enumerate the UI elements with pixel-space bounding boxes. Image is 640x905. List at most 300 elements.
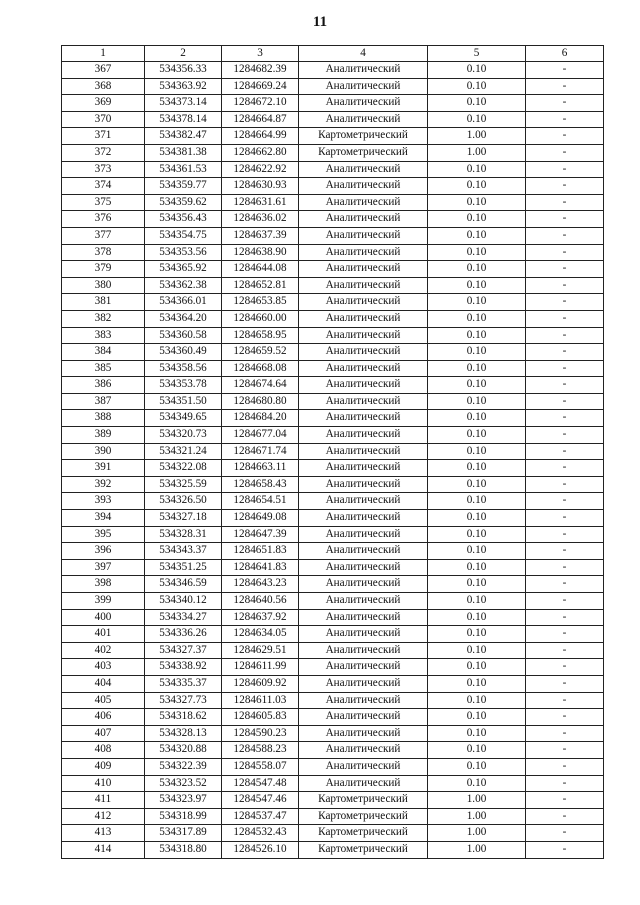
description-cell: - [526,609,604,626]
y-coordinate-cell: 1284674.64 [222,377,299,394]
y-coordinate-cell: 1284668.08 [222,360,299,377]
description-cell: - [526,111,604,128]
accuracy-cell: 0.10 [428,360,526,377]
y-coordinate-cell: 1284637.92 [222,609,299,626]
method-cell: Аналитический [299,161,428,178]
accuracy-cell: 0.10 [428,460,526,477]
y-coordinate-cell: 1284631.61 [222,194,299,211]
table-row [62,758,604,775]
method-cell: Аналитический [299,360,428,377]
accuracy-cell: 0.10 [428,493,526,510]
header-row [62,46,604,62]
x-coordinate-cell: 534361.53 [145,161,222,178]
description-cell: - [526,493,604,510]
y-coordinate-cell: 1284660.00 [222,310,299,327]
accuracy-cell: 0.10 [428,476,526,493]
method-cell: Аналитический [299,95,428,112]
x-coordinate-cell: 534338.92 [145,659,222,676]
description-cell: - [526,725,604,742]
y-coordinate-cell: 1284547.46 [222,792,299,809]
description-cell: - [526,227,604,244]
accuracy-cell: 0.10 [428,410,526,427]
point-number-cell: 384 [62,344,145,361]
method-cell: Аналитический [299,194,428,211]
description-cell: - [526,261,604,278]
x-coordinate-cell: 534322.39 [145,758,222,775]
y-coordinate-cell: 1284547.48 [222,775,299,792]
point-number-cell: 394 [62,510,145,527]
accuracy-cell: 0.10 [428,95,526,112]
method-cell: Аналитический [299,377,428,394]
y-coordinate-cell: 1284652.81 [222,277,299,294]
accuracy-cell: 0.10 [428,393,526,410]
method-cell: Аналитический [299,344,428,361]
accuracy-cell: 1.00 [428,128,526,145]
y-coordinate-cell: 1284658.43 [222,476,299,493]
table-row [62,609,604,626]
accuracy-cell: 0.10 [428,310,526,327]
accuracy-cell: 0.10 [428,227,526,244]
x-coordinate-cell: 534318.99 [145,808,222,825]
description-cell: - [526,78,604,95]
x-coordinate-cell: 534335.37 [145,675,222,692]
table-row [62,742,604,759]
description-cell: - [526,659,604,676]
method-cell: Аналитический [299,178,428,195]
point-number-cell: 368 [62,78,145,95]
y-coordinate-cell: 1284629.51 [222,642,299,659]
description-cell: - [526,526,604,543]
x-coordinate-cell: 534365.92 [145,261,222,278]
table-row [62,825,604,842]
accuracy-cell: 0.10 [428,626,526,643]
table-row [62,310,604,327]
table-row [62,460,604,477]
accuracy-cell: 0.10 [428,742,526,759]
description-cell: - [526,377,604,394]
x-coordinate-cell: 534336.26 [145,626,222,643]
description-cell: - [526,808,604,825]
method-cell: Аналитический [299,576,428,593]
point-number-cell: 378 [62,244,145,261]
point-number-cell: 401 [62,626,145,643]
description-cell: - [526,344,604,361]
description-cell: - [526,675,604,692]
x-coordinate-cell: 534327.18 [145,510,222,527]
method-cell: Аналитический [299,294,428,311]
point-number-cell: 385 [62,360,145,377]
table-row [62,377,604,394]
method-cell: Аналитический [299,443,428,460]
point-number-cell: 409 [62,758,145,775]
point-number-cell: 383 [62,327,145,344]
description-cell: - [526,576,604,593]
y-coordinate-cell: 1284684.20 [222,410,299,427]
method-cell: Аналитический [299,410,428,427]
accuracy-cell: 0.10 [428,244,526,261]
x-coordinate-cell: 534373.14 [145,95,222,112]
y-coordinate-cell: 1284588.23 [222,742,299,759]
method-cell: Аналитический [299,692,428,709]
accuracy-cell: 0.10 [428,709,526,726]
accuracy-cell: 0.10 [428,758,526,775]
y-coordinate-cell: 1284654.51 [222,493,299,510]
table-row [62,576,604,593]
table-row [62,95,604,112]
x-coordinate-cell: 534362.38 [145,277,222,294]
method-cell: Аналитический [299,244,428,261]
accuracy-cell: 0.10 [428,725,526,742]
x-coordinate-cell: 534328.13 [145,725,222,742]
method-cell: Аналитический [299,111,428,128]
accuracy-cell: 0.10 [428,593,526,610]
description-cell: - [526,178,604,195]
description-cell: - [526,277,604,294]
x-coordinate-cell: 534360.49 [145,344,222,361]
point-number-cell: 408 [62,742,145,759]
y-coordinate-cell: 1284609.92 [222,675,299,692]
y-coordinate-cell: 1284641.83 [222,559,299,576]
y-coordinate-cell: 1284532.43 [222,825,299,842]
table-row [62,327,604,344]
x-coordinate-cell: 534321.24 [145,443,222,460]
y-coordinate-cell: 1284638.90 [222,244,299,261]
table-row [62,194,604,211]
coordinates-table [61,45,604,859]
accuracy-cell: 0.10 [428,642,526,659]
table-row [62,261,604,278]
y-coordinate-cell: 1284558.07 [222,758,299,775]
y-coordinate-cell: 1284644.08 [222,261,299,278]
point-number-cell: 372 [62,144,145,161]
x-coordinate-cell: 534328.31 [145,526,222,543]
accuracy-cell: 1.00 [428,792,526,809]
y-coordinate-cell: 1284649.08 [222,510,299,527]
method-cell: Аналитический [299,476,428,493]
description-cell: - [526,410,604,427]
x-coordinate-cell: 534356.33 [145,62,222,79]
point-number-cell: 397 [62,559,145,576]
method-cell: Картометрический [299,792,428,809]
accuracy-cell: 0.10 [428,559,526,576]
table-row [62,510,604,527]
accuracy-cell: 0.10 [428,294,526,311]
x-coordinate-cell: 534358.56 [145,360,222,377]
table-row [62,227,604,244]
point-number-cell: 410 [62,775,145,792]
table-row [62,808,604,825]
table-body [62,62,604,859]
point-number-cell: 402 [62,642,145,659]
x-coordinate-cell: 534327.37 [145,642,222,659]
x-coordinate-cell: 534334.27 [145,609,222,626]
method-cell: Аналитический [299,78,428,95]
y-coordinate-cell: 1284680.80 [222,393,299,410]
accuracy-cell: 1.00 [428,841,526,858]
column-header-4: 4 [299,46,428,62]
point-number-cell: 373 [62,161,145,178]
table-row [62,144,604,161]
table-row [62,593,604,610]
point-number-cell: 369 [62,95,145,112]
y-coordinate-cell: 1284622.92 [222,161,299,178]
y-coordinate-cell: 1284634.05 [222,626,299,643]
accuracy-cell: 0.10 [428,377,526,394]
table-row [62,277,604,294]
method-cell: Картометрический [299,825,428,842]
accuracy-cell: 0.10 [428,675,526,692]
method-cell: Аналитический [299,725,428,742]
x-coordinate-cell: 534322.08 [145,460,222,477]
x-coordinate-cell: 534317.89 [145,825,222,842]
point-number-cell: 392 [62,476,145,493]
y-coordinate-cell: 1284605.83 [222,709,299,726]
y-coordinate-cell: 1284651.83 [222,543,299,560]
table-row [62,294,604,311]
description-cell: - [526,128,604,145]
table-row [62,642,604,659]
accuracy-cell: 1.00 [428,825,526,842]
x-coordinate-cell: 534327.73 [145,692,222,709]
description-cell: - [526,775,604,792]
x-coordinate-cell: 534351.25 [145,559,222,576]
point-number-cell: 367 [62,62,145,79]
description-cell: - [526,194,604,211]
accuracy-cell: 0.10 [428,526,526,543]
point-number-cell: 412 [62,808,145,825]
point-number-cell: 386 [62,377,145,394]
y-coordinate-cell: 1284630.93 [222,178,299,195]
description-cell: - [526,294,604,311]
y-coordinate-cell: 1284643.23 [222,576,299,593]
table-row [62,410,604,427]
method-cell: Картометрический [299,144,428,161]
point-number-cell: 411 [62,792,145,809]
method-cell: Аналитический [299,427,428,444]
column-header-3: 3 [222,46,299,62]
description-cell: - [526,244,604,261]
accuracy-cell: 0.10 [428,111,526,128]
method-cell: Аналитический [299,393,428,410]
description-cell: - [526,626,604,643]
description-cell: - [526,393,604,410]
point-number-cell: 399 [62,593,145,610]
x-coordinate-cell: 534323.52 [145,775,222,792]
description-cell: - [526,211,604,228]
point-number-cell: 407 [62,725,145,742]
table-row [62,161,604,178]
x-coordinate-cell: 534353.78 [145,377,222,394]
accuracy-cell: 1.00 [428,144,526,161]
accuracy-cell: 0.10 [428,775,526,792]
column-header-6: 6 [526,46,604,62]
y-coordinate-cell: 1284682.39 [222,62,299,79]
method-cell: Аналитический [299,460,428,477]
accuracy-cell: 0.10 [428,609,526,626]
table-row [62,211,604,228]
x-coordinate-cell: 534323.97 [145,792,222,809]
point-number-cell: 390 [62,443,145,460]
table-row [62,360,604,377]
method-cell: Аналитический [299,277,428,294]
description-cell: - [526,510,604,527]
y-coordinate-cell: 1284658.95 [222,327,299,344]
description-cell: - [526,161,604,178]
y-coordinate-cell: 1284640.56 [222,593,299,610]
point-number-cell: 396 [62,543,145,560]
accuracy-cell: 0.10 [428,576,526,593]
method-cell: Аналитический [299,559,428,576]
method-cell: Аналитический [299,310,428,327]
x-coordinate-cell: 534320.88 [145,742,222,759]
accuracy-cell: 0.10 [428,261,526,278]
description-cell: - [526,758,604,775]
point-number-cell: 380 [62,277,145,294]
method-cell: Аналитический [299,758,428,775]
point-number-cell: 371 [62,128,145,145]
accuracy-cell: 1.00 [428,808,526,825]
point-number-cell: 395 [62,526,145,543]
method-cell: Картометрический [299,808,428,825]
table-row [62,543,604,560]
method-cell: Аналитический [299,261,428,278]
method-cell: Аналитический [299,543,428,560]
table-row [62,393,604,410]
description-cell: - [526,559,604,576]
y-coordinate-cell: 1284662.80 [222,144,299,161]
point-number-cell: 375 [62,194,145,211]
x-coordinate-cell: 534356.43 [145,211,222,228]
y-coordinate-cell: 1284611.99 [222,659,299,676]
method-cell: Аналитический [299,227,428,244]
table-row [62,775,604,792]
y-coordinate-cell: 1284590.23 [222,725,299,742]
x-coordinate-cell: 534325.59 [145,476,222,493]
description-cell: - [526,427,604,444]
x-coordinate-cell: 534382.47 [145,128,222,145]
point-number-cell: 406 [62,709,145,726]
method-cell: Аналитический [299,510,428,527]
page-number: 11 [312,14,328,30]
accuracy-cell: 0.10 [428,277,526,294]
accuracy-cell: 0.10 [428,510,526,527]
y-coordinate-cell: 1284526.10 [222,841,299,858]
column-header-5: 5 [428,46,526,62]
description-cell: - [526,310,604,327]
table-row [62,476,604,493]
table-row [62,559,604,576]
method-cell: Аналитический [299,742,428,759]
point-number-cell: 379 [62,261,145,278]
description-cell: - [526,443,604,460]
accuracy-cell: 0.10 [428,161,526,178]
accuracy-cell: 0.10 [428,78,526,95]
accuracy-cell: 0.10 [428,427,526,444]
x-coordinate-cell: 534343.37 [145,543,222,560]
y-coordinate-cell: 1284537.47 [222,808,299,825]
point-number-cell: 413 [62,825,145,842]
x-coordinate-cell: 534318.80 [145,841,222,858]
description-cell: - [526,360,604,377]
y-coordinate-cell: 1284664.87 [222,111,299,128]
accuracy-cell: 0.10 [428,443,526,460]
method-cell: Аналитический [299,62,428,79]
table-row [62,128,604,145]
accuracy-cell: 0.10 [428,62,526,79]
point-number-cell: 389 [62,427,145,444]
description-cell: - [526,709,604,726]
description-cell: - [526,327,604,344]
method-cell: Аналитический [299,493,428,510]
description-cell: - [526,792,604,809]
point-number-cell: 391 [62,460,145,477]
column-header-1: 1 [62,46,145,62]
method-cell: Аналитический [299,327,428,344]
method-cell: Аналитический [299,709,428,726]
point-number-cell: 382 [62,310,145,327]
description-cell: - [526,825,604,842]
y-coordinate-cell: 1284637.39 [222,227,299,244]
point-number-cell: 400 [62,609,145,626]
description-cell: - [526,593,604,610]
point-number-cell: 381 [62,294,145,311]
description-cell: - [526,62,604,79]
method-cell: Картометрический [299,128,428,145]
x-coordinate-cell: 534359.77 [145,178,222,195]
table-row [62,427,604,444]
table-row [62,659,604,676]
y-coordinate-cell: 1284672.10 [222,95,299,112]
y-coordinate-cell: 1284663.11 [222,460,299,477]
point-number-cell: 404 [62,675,145,692]
y-coordinate-cell: 1284659.52 [222,344,299,361]
x-coordinate-cell: 534346.59 [145,576,222,593]
y-coordinate-cell: 1284647.39 [222,526,299,543]
x-coordinate-cell: 534363.92 [145,78,222,95]
x-coordinate-cell: 534318.62 [145,709,222,726]
x-coordinate-cell: 534364.20 [145,310,222,327]
table-row [62,709,604,726]
x-coordinate-cell: 534378.14 [145,111,222,128]
table-row [62,792,604,809]
description-cell: - [526,742,604,759]
table-row [62,78,604,95]
description-cell: - [526,476,604,493]
method-cell: Аналитический [299,609,428,626]
x-coordinate-cell: 534381.38 [145,144,222,161]
table-row [62,526,604,543]
table-row [62,111,604,128]
x-coordinate-cell: 534320.73 [145,427,222,444]
point-number-cell: 398 [62,576,145,593]
x-coordinate-cell: 534359.62 [145,194,222,211]
table-row [62,178,604,195]
accuracy-cell: 0.10 [428,344,526,361]
accuracy-cell: 0.10 [428,659,526,676]
description-cell: - [526,460,604,477]
method-cell: Аналитический [299,659,428,676]
accuracy-cell: 0.10 [428,543,526,560]
description-cell: - [526,543,604,560]
point-number-cell: 393 [62,493,145,510]
x-coordinate-cell: 534353.56 [145,244,222,261]
table-row [62,344,604,361]
point-number-cell: 388 [62,410,145,427]
y-coordinate-cell: 1284677.04 [222,427,299,444]
point-number-cell: 405 [62,692,145,709]
x-coordinate-cell: 534360.58 [145,327,222,344]
accuracy-cell: 0.10 [428,178,526,195]
